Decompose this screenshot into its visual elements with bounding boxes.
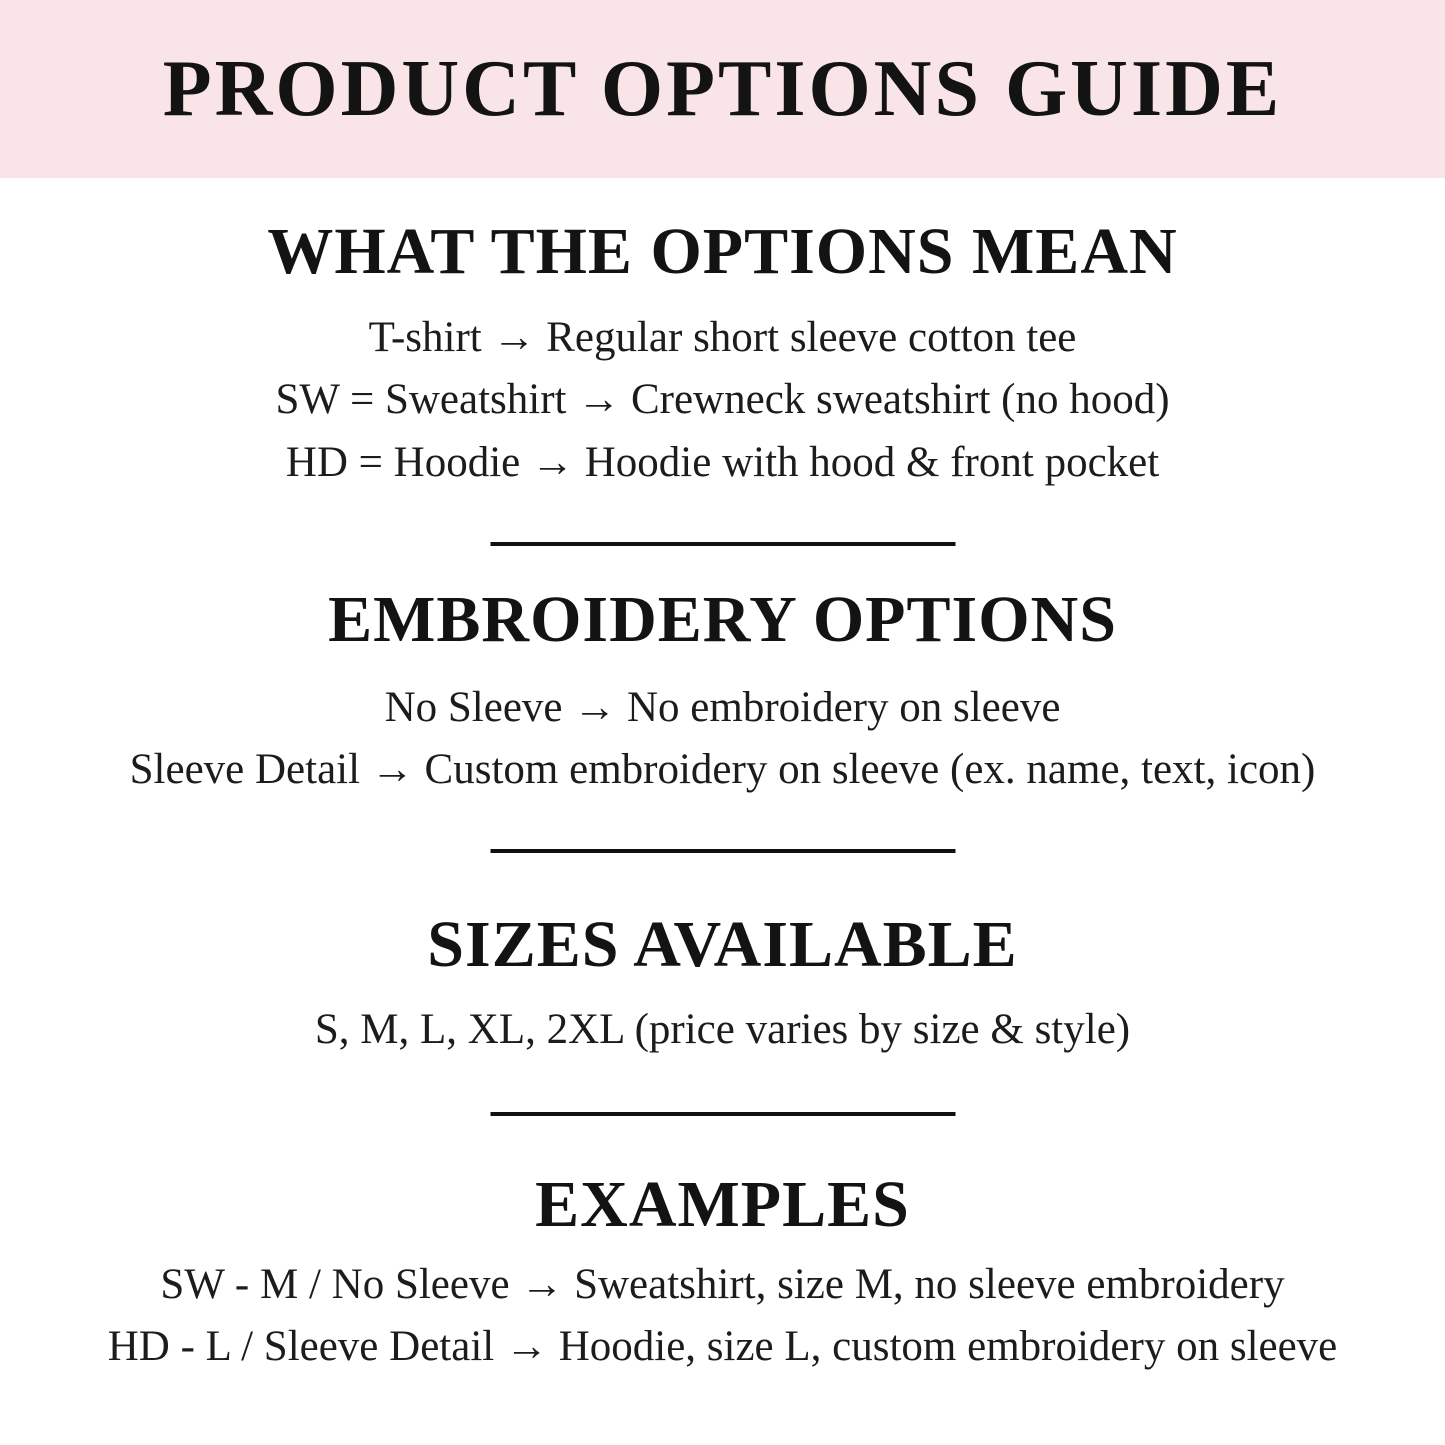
option-line-no-sleeve: No Sleeve → No embroidery on sleeve: [384, 684, 1061, 731]
section-title-sizes-available: SIZES AVAILABLE: [427, 908, 1018, 981]
section-title-what-the-options-mean: WHAT THE OPTIONS MEAN: [267, 215, 1178, 288]
section-divider: [490, 542, 955, 546]
option-line-sleeve-detail: Sleeve Detail → Custom embroidery on sleeve (ex. name, text, icon): [129, 746, 1316, 793]
section-divider: [490, 849, 955, 853]
option-line-hoodie: HD = Hoodie → Hoodie with hood & front pocket: [285, 439, 1160, 486]
section-title-embroidery-options: EMBROIDERY OPTIONS: [328, 583, 1117, 656]
header-band: [0, 0, 1445, 178]
option-line-sizes: S, M, L, XL, 2XL (price varies by size & style): [314, 1006, 1131, 1053]
option-line-sweatshirt: SW = Sweatshirt → Crewneck sweatshirt (no hood): [275, 376, 1170, 423]
section-divider: [490, 1112, 955, 1116]
example-line-sweatshirt: SW - M / No Sleeve → Sweatshirt, size M, no sleeve embroidery: [160, 1261, 1285, 1308]
page-title: PRODUCT OPTIONS GUIDE: [162, 44, 1283, 133]
option-line-tshirt: T-shirt → Regular short sleeve cotton tee: [368, 314, 1077, 361]
example-line-hoodie: HD - L / Sleeve Detail → Hoodie, size L, custom embroidery on sleeve: [107, 1323, 1338, 1370]
section-title-examples: EXAMPLES: [535, 1168, 910, 1241]
